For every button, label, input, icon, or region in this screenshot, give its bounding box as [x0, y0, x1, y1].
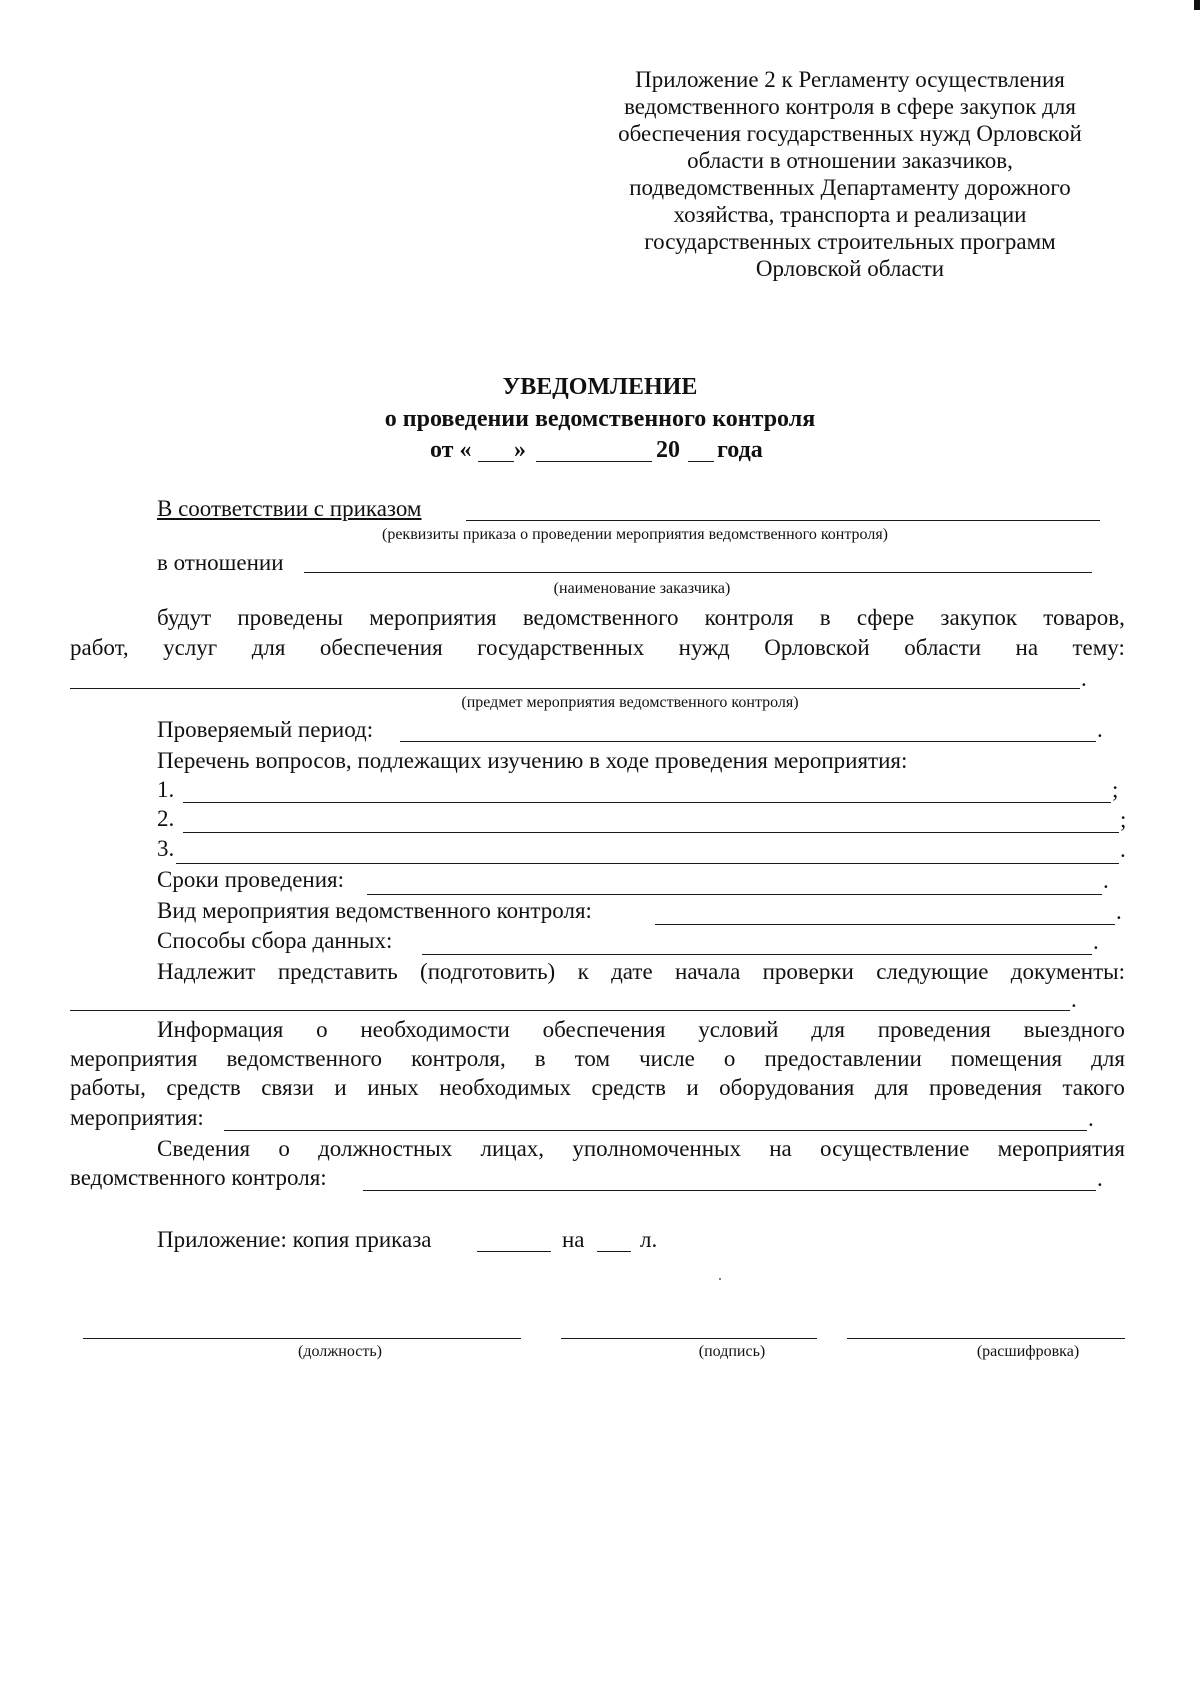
word: документы: — [1010, 959, 1125, 984]
info-field-line — [224, 1130, 1087, 1131]
regard-label: в отношении — [157, 550, 284, 575]
word: мероприятия — [369, 605, 497, 630]
word: для — [811, 1017, 845, 1042]
month-blank — [536, 461, 652, 462]
word: начала — [675, 959, 741, 984]
word: предоставлении — [764, 1046, 922, 1071]
info-line1 — [157, 1016, 1125, 1043]
word: такого — [1062, 1075, 1125, 1100]
word: нужд — [678, 635, 730, 660]
question-3-number: 3. — [157, 836, 175, 861]
word: ведомственного — [226, 1046, 383, 1071]
word: ведомственного — [522, 605, 679, 630]
word: проведения — [928, 1075, 1042, 1100]
word: следующие — [876, 959, 989, 984]
word: том — [574, 1046, 611, 1071]
year-prefix: 20 — [656, 437, 680, 463]
question-1-number: 1. — [157, 777, 175, 802]
docs-line — [157, 958, 1125, 985]
subject-hint: (предмет мероприятия ведомственного контроля) — [461, 694, 799, 711]
year-word: года — [717, 437, 763, 463]
attachment-sheets: л. — [640, 1227, 658, 1252]
word: оборудования — [719, 1075, 855, 1100]
word: области — [904, 635, 982, 660]
methods-end: . — [1093, 929, 1099, 954]
appendix-line: Приложение 2 к Регламенту осуществления — [635, 67, 1065, 92]
word: необходимых — [439, 1075, 572, 1100]
para1-line2 — [70, 634, 1125, 661]
appendix-line: обеспечения государственных нужд Орловской — [618, 121, 1082, 146]
word: представить — [277, 959, 398, 984]
officials-end: . — [1097, 1166, 1103, 1191]
word: будут — [157, 605, 212, 630]
info-line2 — [70, 1045, 1125, 1072]
order-label: В соответствии с приказом — [157, 496, 422, 521]
period-end: . — [1097, 717, 1103, 742]
word: осуществление — [820, 1136, 970, 1161]
word: о — [723, 1046, 736, 1071]
appendix-line: ведомственного контроля в сфере закупок для — [624, 94, 1076, 119]
officials-field-line — [363, 1190, 1096, 1191]
attachment-label: Приложение: копия приказа — [157, 1227, 432, 1252]
order-field-line — [466, 520, 1100, 521]
kind-field-line — [655, 924, 1115, 925]
word: иных — [367, 1075, 419, 1100]
word: работы, — [70, 1075, 146, 1100]
appendix-line: государственных строительных программ — [644, 229, 1056, 254]
word: обеспечения — [542, 1017, 666, 1042]
question-2-number: 2. — [157, 806, 175, 831]
appendix-line: подведомственных Департаменту дорожного — [629, 175, 1071, 200]
appendix-line: Орловской области — [755, 256, 945, 281]
attachment-on: на — [562, 1227, 585, 1252]
document-subtitle: о проведении ведомственного контроля — [384, 406, 816, 432]
questions-label: Перечень вопросов, подлежащих изучению в ходе проведения мероприятия: — [157, 748, 908, 773]
methods-label: Способы сбора данных: — [157, 928, 393, 953]
officials-line1 — [157, 1135, 1125, 1162]
word: в — [534, 1046, 546, 1071]
word: обеспечения — [319, 635, 443, 660]
word: дате — [611, 959, 653, 984]
kind-end: . — [1116, 899, 1122, 924]
scan-corner-mark — [1194, 0, 1200, 10]
terms-end: . — [1103, 868, 1109, 893]
date-close-label: » — [514, 437, 526, 463]
word: тему: — [1072, 635, 1125, 660]
word: проверки — [762, 959, 854, 984]
order-hint: (реквизиты приказа о проведении мероприятия ведомственного контроля) — [381, 526, 889, 543]
word: сфере — [856, 605, 915, 630]
word: закупок — [940, 605, 1018, 630]
word: проведены — [237, 605, 343, 630]
officials-line2-label: ведомственного контроля: — [70, 1165, 327, 1190]
word: выездного — [1023, 1017, 1125, 1042]
word: для — [874, 1075, 909, 1100]
word: на — [1015, 635, 1039, 660]
date-line — [430, 436, 810, 466]
info-line4-label: мероприятия: — [70, 1105, 204, 1130]
document-title: УВЕДОМЛЕНИЕ — [502, 374, 698, 400]
appendix-line: хозяйства, транспорта и реализации — [673, 202, 1027, 227]
word: уполномоченных — [572, 1136, 741, 1161]
word: для — [1091, 1046, 1125, 1071]
appendix-line: области в отношении заказчиков, — [687, 148, 1013, 173]
word: к — [577, 959, 589, 984]
signature-hint: (подпись) — [698, 1343, 766, 1360]
word: Орловской — [764, 635, 870, 660]
word: и — [334, 1075, 347, 1100]
para1-line1 — [157, 604, 1125, 631]
word: в — [819, 605, 831, 630]
question-2-end: ; — [1120, 807, 1127, 832]
word: услуг — [163, 635, 218, 660]
day-blank — [478, 461, 514, 462]
word: должностных — [318, 1136, 453, 1161]
period-label: Проверяемый период: — [157, 717, 374, 742]
kind-label: Вид мероприятия ведомственного контроля: — [157, 898, 592, 923]
decoding-hint: (расшифровка) — [976, 1343, 1080, 1360]
position-hint: (должность) — [298, 1343, 382, 1360]
word: мероприятия — [70, 1046, 198, 1071]
word: лицах, — [480, 1136, 545, 1161]
word: работ, — [70, 635, 129, 660]
docs-end: . — [1071, 987, 1077, 1012]
word: для — [251, 635, 286, 660]
word: проведения — [877, 1017, 991, 1042]
regard-field-line — [304, 572, 1092, 573]
subject-field-line — [70, 688, 1080, 689]
word: Информация — [157, 1017, 284, 1042]
word: помещения — [950, 1046, 1063, 1071]
question-3-end: . — [1120, 837, 1126, 862]
methods-field-line — [422, 954, 1092, 955]
regard-hint: (наименование заказчика) — [553, 580, 731, 597]
word: необходимости — [360, 1017, 510, 1042]
info-end: . — [1088, 1106, 1094, 1131]
word: связи — [261, 1075, 314, 1100]
position-line — [83, 1338, 521, 1339]
attachment-line — [157, 1226, 677, 1256]
scan-speck — [719, 1278, 721, 1280]
word: товаров, — [1043, 605, 1125, 630]
subject-end: . — [1081, 666, 1087, 691]
word: средств — [591, 1075, 666, 1100]
word: средств — [166, 1075, 241, 1100]
attachment-copies-blank — [477, 1251, 551, 1252]
question-3-line — [176, 863, 1119, 864]
word: числе — [639, 1046, 695, 1071]
word: государственных — [477, 635, 645, 660]
word: и — [686, 1075, 699, 1100]
appendix-note — [600, 66, 1100, 282]
period-field-line — [400, 741, 1096, 742]
question-2-line — [183, 832, 1119, 833]
word: (подготовить) — [420, 959, 556, 984]
word: мероприятия — [997, 1136, 1125, 1161]
question-1-line — [183, 802, 1111, 803]
word: условий — [698, 1017, 779, 1042]
question-1-end: ; — [1112, 777, 1119, 802]
terms-label: Сроки проведения: — [157, 867, 345, 892]
word: на — [769, 1136, 792, 1161]
word: Сведения — [157, 1136, 251, 1161]
word: о — [278, 1136, 290, 1161]
year-blank — [688, 461, 714, 462]
attachment-sheets-blank — [597, 1251, 631, 1252]
word: Надлежит — [157, 959, 256, 984]
decoding-line — [847, 1338, 1125, 1339]
docs-field-line — [70, 1010, 1070, 1011]
word: контроля, — [411, 1046, 506, 1071]
terms-field-line — [367, 894, 1102, 895]
info-line3 — [70, 1074, 1125, 1101]
word: о — [316, 1017, 328, 1042]
date-from-label: от « — [430, 437, 472, 463]
signature-line — [561, 1338, 817, 1339]
word: контроля — [704, 605, 794, 630]
